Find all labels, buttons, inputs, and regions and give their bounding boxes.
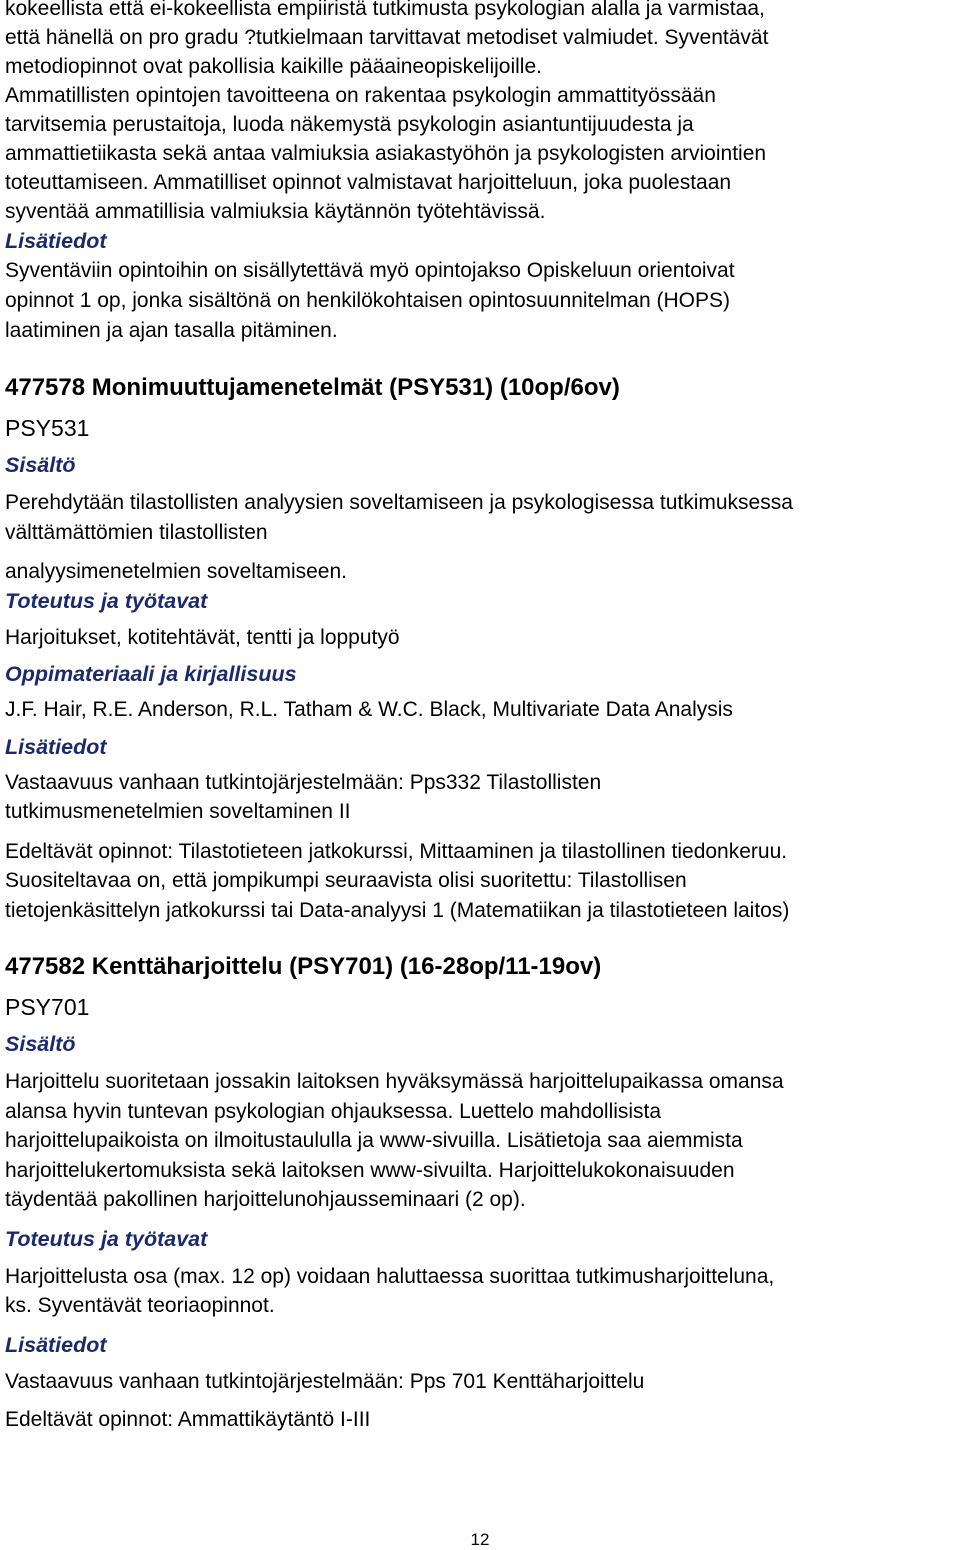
text-line: että hänellä on pro gradu ?tutkielmaan tarvittavat metodiset valmiudet. Syventävät	[5, 26, 769, 49]
text-line: harjoittelukertomuksista sekä laitoksen www-sivuilta. Harjoittelukokonaisuuden	[5, 1158, 735, 1182]
text-line: tarvitsemia perustaitoja, luoda näkemystä psykologin asiantuntijuudesta ja	[5, 113, 694, 136]
intro-lisatiedot-text	[5, 256, 955, 346]
sisalto-text	[5, 1067, 955, 1215]
toteutus-text	[5, 1262, 955, 1321]
text-line: tietojenkäsittelyn jatkokurssi tai Data-analyysi 1 (Matematiikan ja tilastotieteen laitos)	[5, 898, 790, 922]
intro-lisatiedot-heading: Lisätiedot	[5, 229, 107, 253]
text-line: Harjoittelu suoritetaan jossakin laitoksen hyväksymässä harjoittelupaikassa omansa	[5, 1070, 784, 1093]
toteutus-heading: Toteutus ja työtavat	[5, 1226, 208, 1251]
text-line: välttämättömien tilastollisten	[5, 520, 268, 544]
text-line: Harjoittelusta osa (max. 12 op) voidaan haluttaessa suorittaa tutkimusharjoitteluna,	[5, 1264, 775, 1288]
page-number: 12	[470, 1530, 490, 1549]
toteutus-heading: Toteutus ja työtavat	[5, 588, 208, 613]
edeltavat-text	[5, 837, 955, 926]
text-line: syventää ammatillisia valmiuksia käytännön työtehtävissä.	[5, 200, 546, 223]
sisalto-text-tail: analyysimenetelmien soveltamiseen.	[5, 560, 347, 583]
text-line: metodiopinnot ovat pakollisia kaikille pääaineopiskelijoille.	[5, 55, 542, 78]
oppimateriaali-heading: Oppimateriaali ja kirjallisuus	[5, 662, 297, 686]
text-line: laatiminen ja ajan tasalla pitäminen.	[5, 319, 338, 342]
sisalto-text	[5, 488, 955, 547]
text-line: Syventäviin opintoihin on sisällytettävä myö opintojakso Opiskeluun orientoivat	[5, 259, 735, 282]
text-line: ks. Syventävät teoriaopinnot.	[5, 1294, 275, 1317]
text-line: ammattietiikasta sekä antaa valmiuksia asiakastyöhön ja psykologisten arviointien	[5, 142, 767, 165]
text-line: Ammatillisten opintojen tavoitteena on rakentaa psykologin ammattityössään	[5, 84, 716, 107]
text-line: harjoittelupaikoista on ilmoitustaululla ja www-sivuilla. Lisätietoja saa aiemmista	[5, 1129, 743, 1152]
text-line: Perehdytään tilastollisten analyysien soveltamiseen ja psykologisessa tutkimuksessa	[5, 491, 793, 514]
document-page	[5, 0, 955, 1435]
toteutus-text: Harjoitukset, kotitehtävät, tentti ja lopputyö	[5, 625, 400, 649]
edeltavat-text: Edeltävät opinnot: Ammattikäytäntö I-III	[5, 1408, 371, 1431]
text-line: täydentää pakollinen harjoittelunohjausseminaari (2 op).	[5, 1188, 526, 1211]
text-line: tutkimusmenetelmien soveltaminen II	[5, 800, 351, 823]
text-line: Suositeltavaa on, että jompikumpi seuraavista olisi suoritettu: Tilastollisen	[5, 869, 687, 892]
course-code: PSY701	[5, 994, 90, 1020]
course-title: 477582 Kenttäharjoittelu (PSY701) (16-28op/11-19ov)	[5, 953, 602, 980]
lisatiedot-heading: Lisätiedot	[5, 734, 107, 759]
course-code: PSY531	[5, 415, 90, 441]
sisalto-heading: Sisältö	[5, 453, 76, 477]
oppimateriaali-text: J.F. Hair, R.E. Anderson, R.L. Tatham & W.C. Black, Multivariate Data Analysis	[5, 698, 733, 721]
intro-paragraph	[5, 0, 955, 226]
text-line: alansa hyvin tuntevan psykologian ohjauksessa. Luettelo mahdollisista	[5, 1099, 662, 1123]
text-line: Edeltävät opinnot: Tilastotieteen jatkokurssi, Mittaaminen ja tilastollinen tiedonkeruu.	[5, 839, 788, 863]
text-line: toteuttamiseen. Ammatilliset opinnot valmistavat harjoitteluun, joka puolestaan	[5, 171, 732, 194]
vastaavuus-text	[5, 768, 955, 827]
text-line: kokeellista että ei-kokeellista empiiristä tutkimusta psykologian alalla ja varmistaa,	[5, 0, 765, 20]
text-line: Vastaavuus vanhaan tutkintojärjestelmään: Pps332 Tilastollisten	[5, 770, 602, 794]
lisatiedot-heading: Lisätiedot	[5, 1332, 107, 1357]
sisalto-heading: Sisältö	[5, 1032, 76, 1056]
vastaavuus-text: Vastaavuus vanhaan tutkintojärjestelmään: Pps 701 Kenttäharjoittelu	[5, 1369, 645, 1393]
text-line: opinnot 1 op, jonka sisältönä on henkilökohtaisen opintosuunnitelman (HOPS)	[5, 289, 730, 312]
course-title: 477578 Monimuuttujamenetelmät (PSY531) (10op/6ov)	[5, 374, 620, 401]
